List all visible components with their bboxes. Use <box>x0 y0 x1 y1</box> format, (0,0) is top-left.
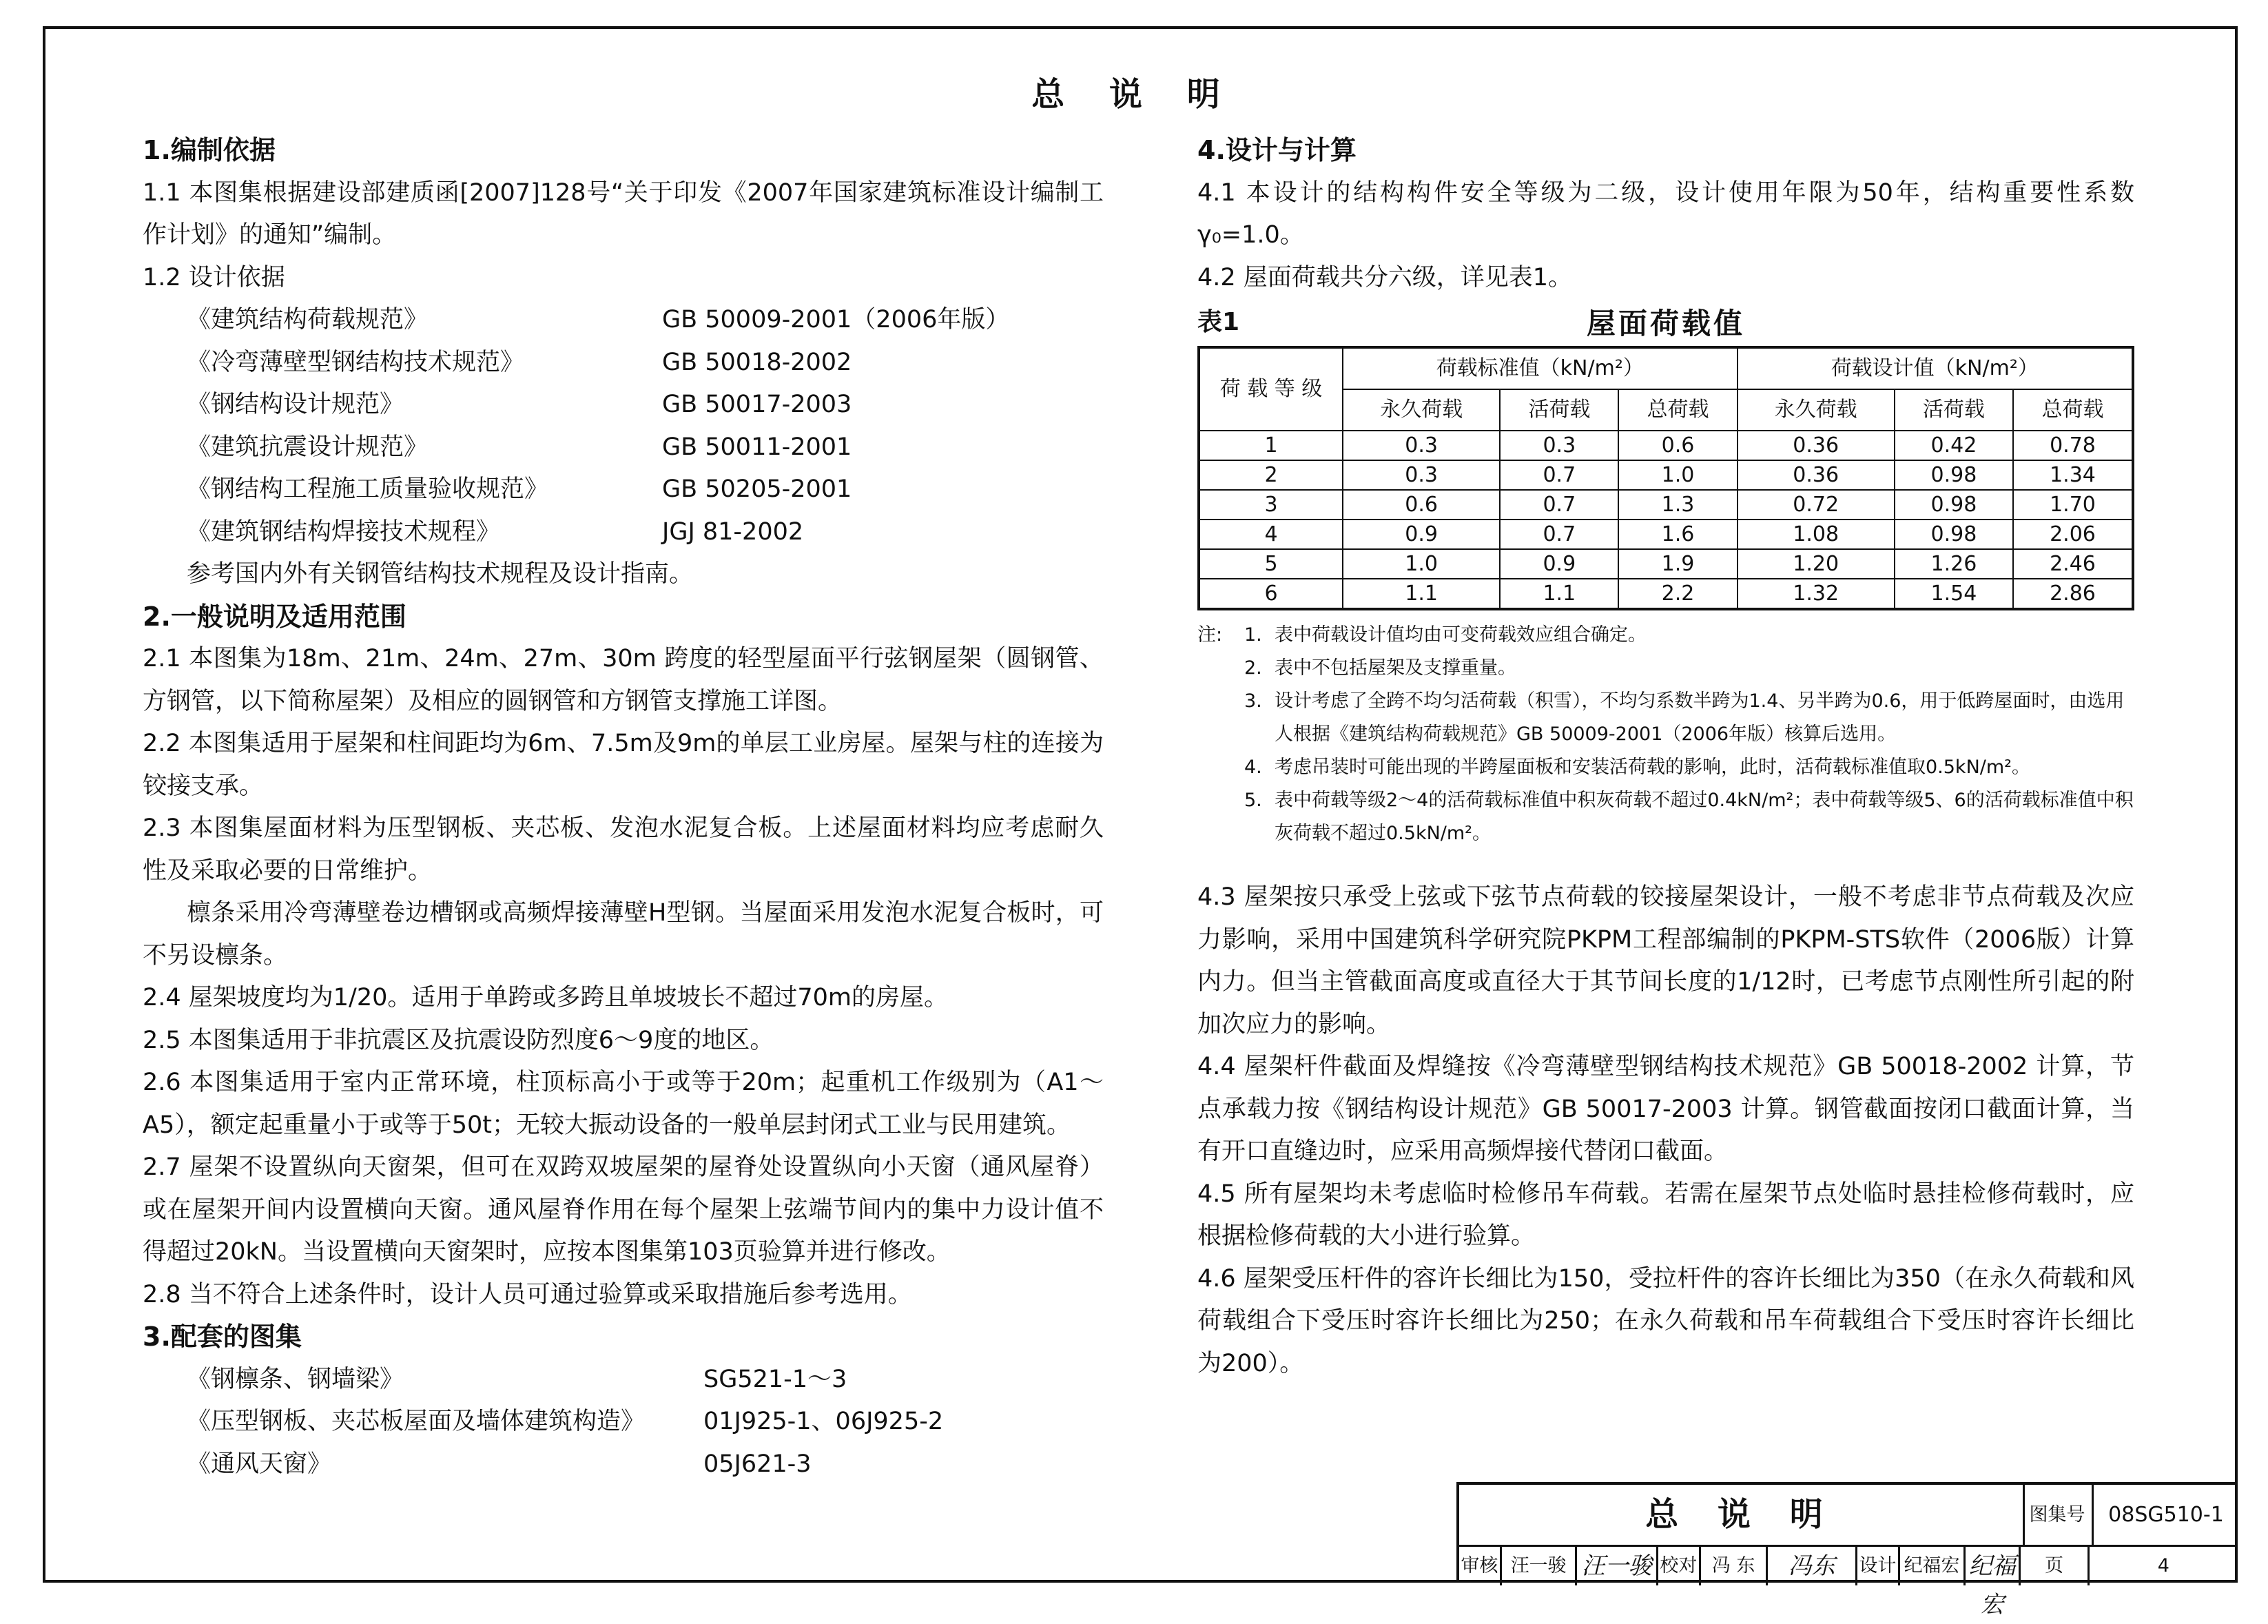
table-cell: 0.78 <box>2013 431 2133 460</box>
table-cell: 4 <box>1199 520 1343 549</box>
table-cell: 2.86 <box>2013 579 2133 609</box>
design-label: 设计 <box>1857 1547 1900 1585</box>
reference-code: JGJ 81-2002 <box>662 517 804 546</box>
para-2-2: 2.2 本图集适用于屋架和柱间距均为6m、7.5m及9m的单层工业房屋。屋架与柱的连接为铰接支承。 <box>143 730 1104 800</box>
note-text: 设计考虑了全跨不均匀活荷载（积雪），不均匀系数半跨为1.4、另半跨为0.6，用于低跨屋面时，由选用人根据《建筑结构荷载规范》GB 50009-2001（2006年版）核算后选用。 <box>1275 690 2125 745</box>
title-block-top-row <box>1459 1485 2238 1547</box>
reference-list <box>143 299 1104 553</box>
table-row <box>1199 579 2133 609</box>
table-cell: 2.2 <box>1618 579 1737 609</box>
table-cell: 2.06 <box>2013 520 2133 549</box>
page-title: 总 说 明 <box>1031 75 1237 114</box>
para-2-4: 2.4 屋架坡度均为1/20。适用于单跨或多跨且单坡坡长不超过70m的房屋。 <box>143 984 949 1011</box>
note-number: 2. <box>1244 657 1262 679</box>
note-item <box>1197 685 2134 751</box>
table-cell: 2 <box>1199 460 1343 490</box>
section-4-heading: 4.设计与计算 <box>1197 135 1357 165</box>
para-2-3-purlin: 檩条采用冷弯薄壁卷边槽钢或高频焊接薄壁H型钢。当屋面采用发泡水泥复合板时，可不另设檩条。 <box>143 899 1104 969</box>
table-cell: 0.7 <box>1500 460 1618 490</box>
header-standard-values: 荷载标准值（kN/m²） <box>1343 347 1738 389</box>
note-text: 考虑吊装时可能出现的半跨屋面板和安装活荷载的影响，此时，活荷载标准值取0.5kN/m²。 <box>1275 757 2030 778</box>
table-title: 屋面荷载值 <box>1586 306 1745 340</box>
check-signature: 冯东 <box>1768 1547 1857 1585</box>
table-cell: 1.26 <box>1895 549 2013 579</box>
title-block-signature-row <box>1459 1547 2238 1618</box>
reference-item <box>143 384 1104 426</box>
table-cell: 0.9 <box>1500 549 1618 579</box>
reference-item <box>143 511 1104 554</box>
table-cell: 1.1 <box>1343 579 1500 609</box>
reference-name: 《钢结构设计规范》 <box>187 391 404 418</box>
para-1-1: 1.1 本图集根据建设部建质函[2007]128号“关于印发《2007年国家建筑标准设计编制工作计划》的通知”编制。 <box>143 178 1104 249</box>
table-cell: 6 <box>1199 579 1343 609</box>
atlas-code: SG521-1～3 <box>703 1365 847 1393</box>
table-cell: 1.32 <box>1738 579 1895 609</box>
reference-name: 《建筑抗震设计规范》 <box>187 433 429 461</box>
reference-name: 《建筑结构荷载规范》 <box>187 306 429 333</box>
atlas-name: 《通风天窗》 <box>187 1450 332 1478</box>
table-cell: 0.6 <box>1618 431 1737 460</box>
table-cell: 1.6 <box>1618 520 1737 549</box>
note-text: 表中不包括屋架及支撑重量。 <box>1275 657 1516 679</box>
atlas-number: 08SG510-1 <box>2108 1503 2224 1527</box>
para-2-5: 2.5 本图集适用于非抗震区及抗震设防烈度6～9度的地区。 <box>143 1026 774 1054</box>
check-name: 冯 东 <box>1701 1547 1769 1585</box>
table-row <box>1199 490 2133 520</box>
note-item <box>1197 784 2134 850</box>
header-total: 总荷载 <box>2013 389 2133 431</box>
reference-name: 《钢结构工程施工质量验收规范》 <box>187 475 549 503</box>
table-cell: 1 <box>1199 431 1343 460</box>
table-row <box>1199 520 2133 549</box>
review-name: 汪一骏 <box>1502 1547 1578 1585</box>
para-4-6: 4.6 屋架受压杆件的容许长细比为150，受拉杆件的容许长细比为350（在永久荷载和风荷载组合下受压时容许长细比为250；在永久荷载和吊车荷载组合下受压时容许长细比为200）。 <box>1197 1264 2134 1377</box>
design-signature: 纪福宏 <box>1966 1547 2021 1585</box>
reference-name: 《建筑钢结构焊接技术规程》 <box>187 517 501 546</box>
table-cell: 0.72 <box>1738 490 1895 520</box>
reference-code: GB 50205-2001 <box>662 475 852 503</box>
section-3-heading: 3.配套的图集 <box>143 1322 302 1352</box>
table-cell: 3 <box>1199 490 1343 520</box>
note-text: 表中荷载设计值均由可变荷载效应组合确定。 <box>1275 624 1647 646</box>
para-4-5: 4.5 所有屋架均未考虑临时检修吊车荷载。若需在屋架节点处临时悬挂检修荷载时，应根据检修荷载的大小进行验算。 <box>1197 1180 2134 1250</box>
table-cell: 1.1 <box>1500 579 1618 609</box>
atlas-item <box>143 1401 1104 1443</box>
table-label: 表1 <box>1197 307 1240 336</box>
table-cell: 0.42 <box>1895 431 2013 460</box>
header-permanent: 永久荷载 <box>1738 389 1895 431</box>
note-number: 4. <box>1244 757 1262 778</box>
table-cell: 0.36 <box>1738 431 1895 460</box>
table-cell: 0.98 <box>1895 460 2013 490</box>
reference-code: GB 50011-2001 <box>662 433 852 461</box>
table-row <box>1199 431 2133 460</box>
atlas-number-label: 图集号 <box>2023 1485 2094 1545</box>
table-row <box>1199 549 2133 579</box>
note-text: 表中荷载等级2～4的活荷载标准值中积灰荷载不超过0.4kN/m²；表中荷载等级5、6的活荷载标准值中积灰荷载不超过0.5kN/m²。 <box>1275 790 2134 844</box>
table-caption <box>1197 300 2134 346</box>
header-permanent: 永久荷载 <box>1343 389 1500 431</box>
table-cell: 0.3 <box>1500 431 1618 460</box>
table-cell: 0.3 <box>1343 431 1500 460</box>
header-live: 活荷载 <box>1500 389 1618 431</box>
table-notes <box>1197 619 2134 850</box>
table-cell: 1.20 <box>1738 549 1895 579</box>
note-item <box>1197 652 2134 685</box>
spacer <box>1197 850 2134 876</box>
table-cell: 1.0 <box>1343 549 1500 579</box>
atlas-item <box>143 1443 1104 1486</box>
table-cell: 0.6 <box>1343 490 1500 520</box>
table-cell: 0.7 <box>1500 520 1618 549</box>
section-2-heading: 2.一般说明及适用范围 <box>143 601 406 632</box>
table-cell: 1.9 <box>1618 549 1737 579</box>
reference-note: 参考国内外有关钢管结构技术规程及设计指南。 <box>187 560 694 588</box>
title-block <box>1456 1482 2238 1618</box>
table-cell: 0.98 <box>1895 520 2013 549</box>
review-signature: 汪一骏 <box>1577 1547 1658 1585</box>
para-2-6: 2.6 本图集适用于室内正常环境，柱顶标高小于或等于20m；起重机工作级别为（A1～A5），额定起重量小于或等于50t；无较大振动设备的一般单层封闭式工业与民用建筑。 <box>143 1069 1104 1139</box>
page-label: 页 <box>2021 1547 2090 1585</box>
para-2-3: 2.3 本图集屋面材料为压型钢板、夹芯板、发泡水泥复合板。上述屋面材料均应考虑耐久性及采取必要的日常维护。 <box>143 814 1104 885</box>
reference-item <box>143 342 1104 384</box>
note-item <box>1197 619 2134 652</box>
table-cell: 0.36 <box>1738 460 1895 490</box>
check-label: 校对 <box>1658 1547 1701 1585</box>
right-column <box>1197 130 2134 1385</box>
table-cell: 1.0 <box>1618 460 1737 490</box>
para-1-2: 1.2 设计依据 <box>143 263 285 291</box>
note-number: 1. <box>1244 624 1262 646</box>
table-cell: 0.3 <box>1343 460 1500 490</box>
table-row <box>1199 460 2133 490</box>
para-2-1: 2.1 本图集为18m、21m、24m、27m、30m 跨度的轻型屋面平行弦钢屋架（圆钢管、方钢管，以下简称屋架）及相应的圆钢管和方钢管支撑施工详图。 <box>143 645 1104 715</box>
reference-item <box>143 469 1104 511</box>
reference-name: 《冷弯薄壁型钢结构技术规范》 <box>187 348 525 376</box>
atlas-name: 《压型钢板、夹芯板屋面及墙体建筑构造》 <box>187 1408 646 1435</box>
table-cell: 1.54 <box>1895 579 2013 609</box>
page-number: 4 <box>2157 1555 2169 1576</box>
atlas-item <box>143 1359 1104 1401</box>
reference-code: GB 50017-2003 <box>662 391 852 418</box>
header-live: 活荷载 <box>1895 389 2013 431</box>
atlas-name: 《钢檩条、钢墙梁》 <box>187 1365 404 1393</box>
table-cell: 0.98 <box>1895 490 2013 520</box>
table-cell: 0.7 <box>1500 490 1618 520</box>
left-column <box>143 130 1104 1486</box>
atlas-list <box>143 1359 1104 1486</box>
title-block-title: 总 说 明 <box>1459 1485 2025 1545</box>
table-cell: 1.34 <box>2013 460 2133 490</box>
reference-item <box>143 299 1104 342</box>
reference-code: GB 50009-2001（2006年版） <box>662 306 1010 333</box>
design-name: 纪福宏 <box>1900 1547 1966 1585</box>
header-total: 总荷载 <box>1618 389 1737 431</box>
para-4-2: 4.2 屋面荷载共分六级，详见表1。 <box>1197 263 1573 291</box>
table-cell: 1.08 <box>1738 520 1895 549</box>
table-cell: 1.3 <box>1618 490 1737 520</box>
reference-item <box>143 426 1104 469</box>
note-number: 3. <box>1244 690 1262 712</box>
reference-code: GB 50018-2002 <box>662 348 852 376</box>
header-load-level: 荷 载 等 级 <box>1199 347 1343 431</box>
para-4-1: 4.1 本设计的结构构件安全等级为二级，设计使用年限为50年，结构重要性系数γ₀=1.0。 <box>1197 178 2134 249</box>
review-label: 审核 <box>1459 1547 1502 1585</box>
header-design-values: 荷载设计值（kN/m²） <box>1738 347 2133 389</box>
para-2-7: 2.7 屋架不设置纵向天窗架，但可在双跨双坡屋架的屋脊处设置纵向小天窗（通风屋脊）或在屋架开间内设置横向天窗。通风屋脊作用在每个屋架上弦端节间内的集中力设计值不得超过20kN。当设置横向天窗架时，应按本图集第103页验算并进行修改。 <box>143 1153 1104 1266</box>
table-cell: 5 <box>1199 549 1343 579</box>
note-item <box>1197 751 2134 784</box>
table-cell: 1.70 <box>2013 490 2133 520</box>
atlas-code: 05J621-3 <box>703 1450 812 1478</box>
notes-label: 注: <box>1197 624 1223 646</box>
roof-load-table <box>1197 346 2134 610</box>
table-cell: 2.46 <box>2013 549 2133 579</box>
para-2-8: 2.8 当不符合上述条件时，设计人员可通过验算或采取措施后参考选用。 <box>143 1280 912 1308</box>
atlas-code: 01J925-1、06J925-2 <box>703 1408 944 1435</box>
para-4-4: 4.4 屋架杆件截面及焊缝按《冷弯薄壁型钢结构技术规范》GB 50018-2002 计算，节点承载力按《钢结构设计规范》GB 50017-2003 计算。钢管截面按闭口截面计算，当有开口直缝边时，应采用高频焊接代替闭口截面。 <box>1197 1053 2134 1165</box>
table-cell: 0.9 <box>1343 520 1500 549</box>
section-1-heading: 1.编制依据 <box>143 135 276 165</box>
note-number: 5. <box>1244 790 1262 811</box>
para-4-3: 4.3 屋架按只承受上弦或下弦节点荷载的铰接屋架设计，一般不考虑非节点荷载及次应力影响，采用中国建筑科学研究院PKPM工程部编制的PKPM-STS软件（2006版）计算内力。但当主管截面高度或直径大于其节间长度的1/12时，已考虑节点刚性所引起的附加次应力的影响。 <box>1197 883 2134 1038</box>
